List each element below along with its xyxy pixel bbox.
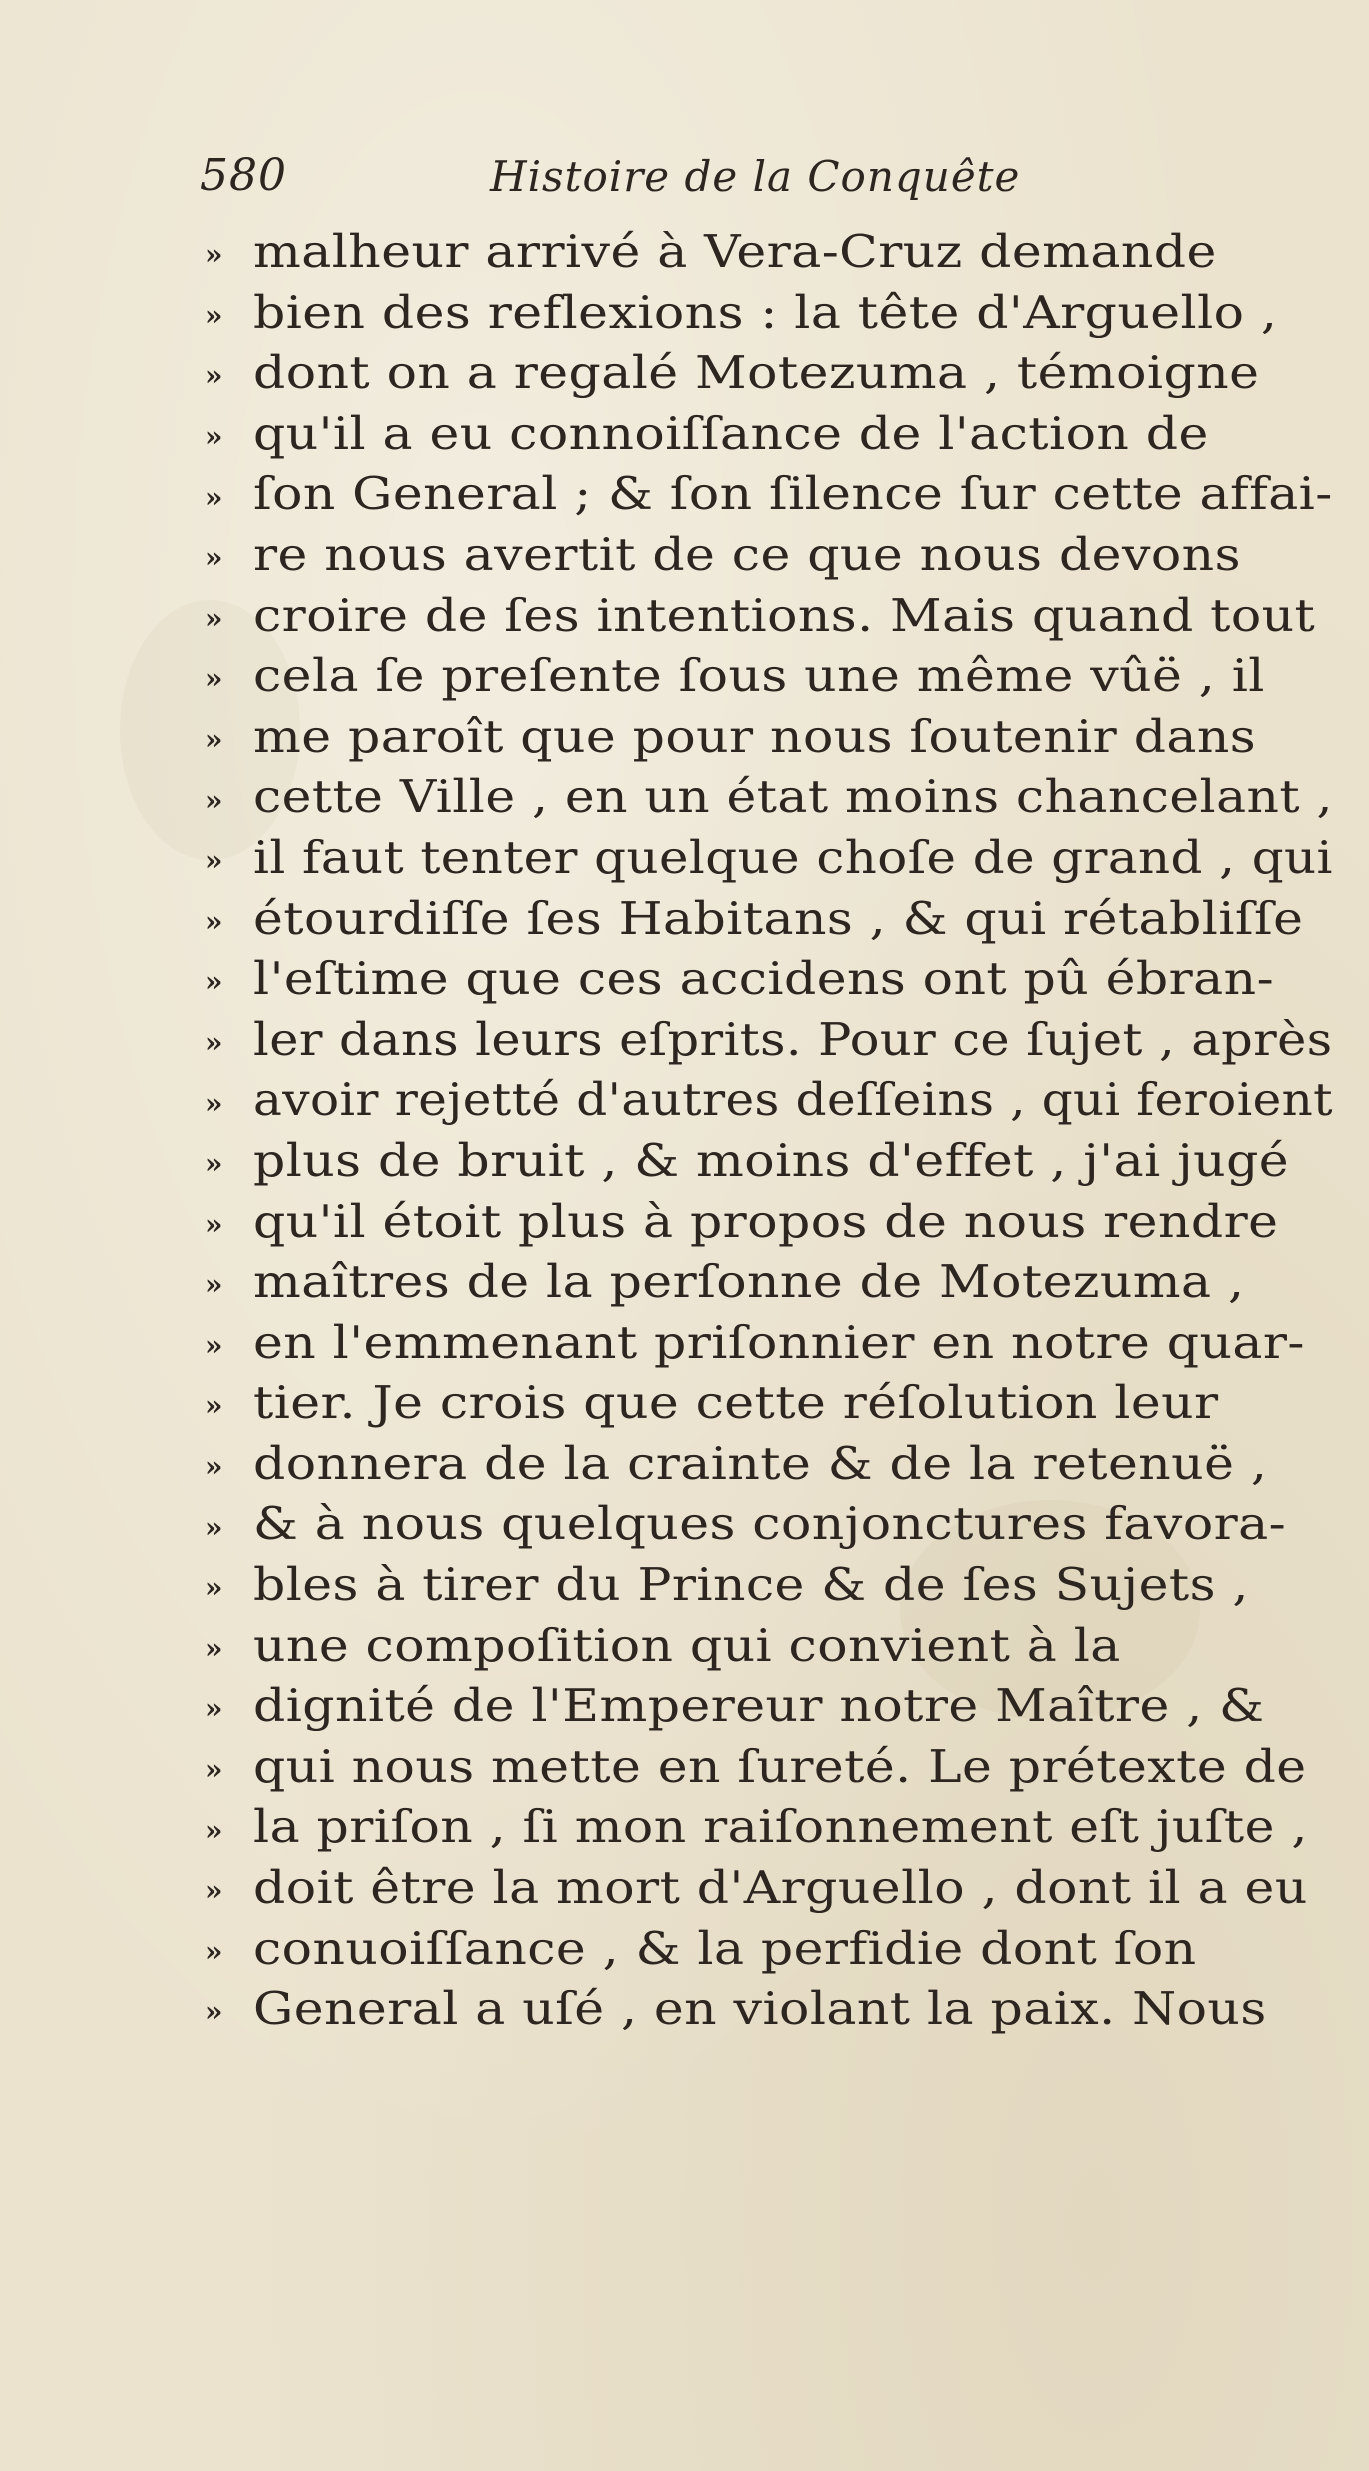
- text-line: [205, 1858, 1335, 1919]
- text-line: [205, 1737, 1335, 1798]
- line-text: bles à tirer du Prince & de ſes Sujets ,: [253, 1558, 1249, 1612]
- quotation-mark: »: [205, 1571, 223, 1605]
- quotation-mark: »: [205, 1207, 223, 1241]
- text-line: [205, 343, 1335, 404]
- line-text: il faut tenter quelque choſe de grand , qui: [253, 830, 1333, 884]
- quotation-mark: »: [205, 1147, 223, 1181]
- line-text: & à nous quelques conjonctures favora-: [253, 1497, 1287, 1551]
- quotation-mark: »: [205, 541, 223, 575]
- quotation-mark: »: [205, 419, 223, 453]
- quotation-mark: »: [205, 662, 223, 696]
- text-line: [205, 1979, 1335, 2040]
- quotation-mark: »: [205, 1268, 223, 1302]
- text-line: [205, 1434, 1335, 1495]
- text-line: [205, 646, 1335, 707]
- text-line: [205, 525, 1335, 586]
- text-line: [205, 222, 1335, 283]
- quotation-mark: »: [205, 238, 223, 272]
- text-line: [205, 1313, 1335, 1374]
- line-text: croire de ſes intentions. Mais quand tout: [253, 588, 1316, 642]
- quotation-mark: »: [205, 1934, 223, 1968]
- line-text: General a uſé , en violant la paix. Nous: [253, 1982, 1267, 2036]
- text-line: [205, 1373, 1335, 1434]
- line-text: cela ſe preſente ſous une même vûë , il: [253, 649, 1265, 703]
- text-line: [205, 1494, 1335, 1555]
- line-text: une compoſition qui convient à la: [253, 1618, 1121, 1672]
- line-text: plus de bruit , & moins d'effet , j'ai jugé: [253, 1133, 1290, 1187]
- line-text: ler dans leurs eſprits. Pour ce ſujet , après: [253, 1012, 1333, 1066]
- quotation-mark: »: [205, 480, 223, 514]
- line-text: cette Ville , en un état moins chancelant ,: [253, 770, 1333, 824]
- text-line: [205, 404, 1335, 465]
- text-line: [205, 1555, 1335, 1616]
- quotation-mark: »: [205, 1389, 223, 1423]
- text-line: [205, 1676, 1335, 1737]
- line-text: l'eſtime que ces accidens ont pû ébran-: [253, 952, 1275, 1006]
- quotation-mark: »: [205, 359, 223, 393]
- quotation-mark: »: [205, 965, 223, 999]
- text-line: [205, 464, 1335, 525]
- line-text: qu'il étoit plus à propos de nous rendre: [253, 1194, 1279, 1248]
- text-line: [205, 283, 1335, 344]
- quotation-mark: »: [205, 1813, 223, 1847]
- line-text: ſon General ; & ſon ſilence ſur cette affai-: [253, 467, 1333, 521]
- body-text: [205, 222, 1335, 2040]
- text-line: [205, 586, 1335, 647]
- quotation-mark: »: [205, 1692, 223, 1726]
- text-line: [205, 949, 1335, 1010]
- text-line: [205, 767, 1335, 828]
- quotation-mark: »: [205, 1631, 223, 1665]
- quotation-mark: »: [205, 1328, 223, 1362]
- line-text: qu'il a eu connoiſſance de l'action de: [253, 406, 1209, 460]
- line-text: doit être la mort d'Arguello , dont il a eu: [253, 1861, 1308, 1915]
- line-text: qui nous mette en ſureté. Le prétexte de: [253, 1739, 1307, 1793]
- quotation-mark: »: [205, 904, 223, 938]
- text-line: [205, 1131, 1335, 1192]
- line-text: en l'emmenant priſonnier en notre quar-: [253, 1315, 1305, 1369]
- quotation-mark: »: [205, 298, 223, 332]
- quotation-mark: »: [205, 601, 223, 635]
- line-text: la priſon , ſi mon raiſonnement eſt juſte ,: [253, 1800, 1308, 1854]
- text-line: [205, 1070, 1335, 1131]
- line-text: me paroît que pour nous ſoutenir dans: [253, 709, 1257, 763]
- quotation-mark: »: [205, 1450, 223, 1484]
- page-header: [200, 150, 1200, 210]
- line-text: donnera de la crainte & de la retenuë ,: [253, 1436, 1268, 1490]
- line-text: conuoiſſance , & la perfidie dont ſon: [253, 1921, 1197, 1975]
- quotation-mark: »: [205, 1874, 223, 1908]
- quotation-mark: »: [205, 1995, 223, 2029]
- page-number: 580: [200, 150, 287, 201]
- line-text: tier. Je crois que cette réſolution leur: [253, 1376, 1219, 1430]
- quotation-mark: »: [205, 1753, 223, 1787]
- line-text: étourdiſſe ſes Habitans , & qui rétabliſſe: [253, 891, 1304, 945]
- text-line: [205, 1192, 1335, 1253]
- line-text: dignité de l'Empereur notre Maître , &: [253, 1679, 1265, 1733]
- line-text: bien des reflexions : la tête d'Arguello ,: [253, 285, 1278, 339]
- quotation-mark: »: [205, 783, 223, 817]
- text-line: [205, 1252, 1335, 1313]
- text-line: [205, 828, 1335, 889]
- text-line: [205, 1616, 1335, 1677]
- line-text: re nous avertit de ce que nous devons: [253, 527, 1241, 581]
- text-line: [205, 707, 1335, 768]
- quotation-mark: »: [205, 1025, 223, 1059]
- text-line: [205, 1010, 1335, 1071]
- quotation-mark: »: [205, 844, 223, 878]
- text-line: [205, 1797, 1335, 1858]
- quotation-mark: »: [205, 1086, 223, 1120]
- line-text: dont on a regalé Motezuma , témoigne: [253, 346, 1260, 400]
- quotation-mark: »: [205, 1510, 223, 1544]
- line-text: avoir rejetté d'autres deſſeins , qui feroient: [253, 1073, 1334, 1127]
- text-line: [205, 889, 1335, 950]
- text-line: [205, 1919, 1335, 1980]
- running-title: Histoire de la Conquête: [490, 152, 1021, 201]
- line-text: maîtres de la perſonne de Motezuma ,: [253, 1255, 1245, 1309]
- line-text: malheur arrivé à Vera-Cruz demande: [253, 225, 1217, 278]
- quotation-mark: »: [205, 722, 223, 756]
